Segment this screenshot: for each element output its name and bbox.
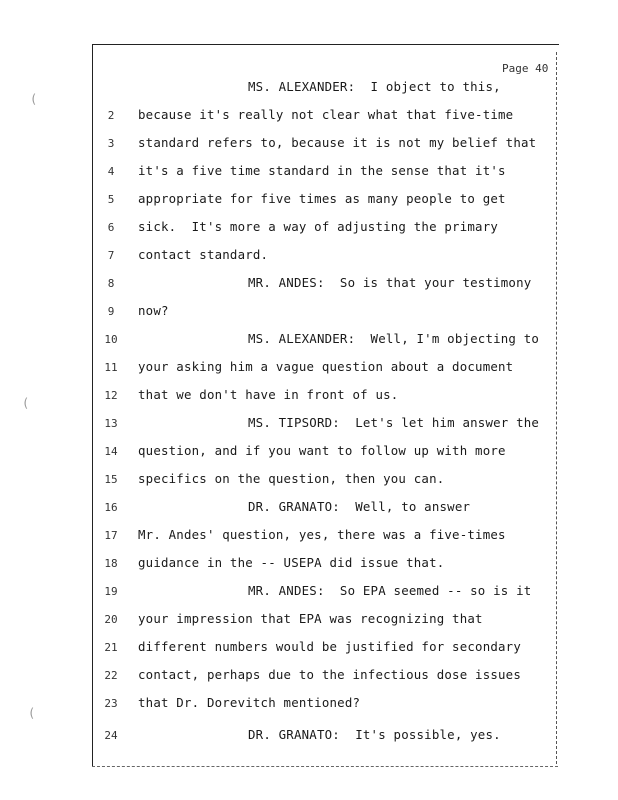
line-number: 23 xyxy=(104,697,118,710)
line-text: contact standard. xyxy=(138,247,269,262)
line-number: 8 xyxy=(107,277,115,290)
line-text: appropriate for five times as many people to get xyxy=(138,191,506,206)
transcript-line xyxy=(0,727,618,747)
line-text: that Dr. Dorevitch mentioned? xyxy=(138,695,361,710)
line-text: MS. TIPSORD: Let's let him answer the xyxy=(248,415,540,430)
line-text: DR. GRANATO: Well, to answer xyxy=(248,499,471,514)
line-text: your impression that EPA was recognizing that xyxy=(138,611,483,626)
line-number: 24 xyxy=(104,729,118,742)
line-number: 13 xyxy=(104,417,118,430)
transcript-line xyxy=(0,247,618,267)
transcript-line xyxy=(0,359,618,379)
line-number: 3 xyxy=(107,137,115,150)
line-text: MR. ANDES: So is that your testimony xyxy=(248,275,532,290)
line-number: 17 xyxy=(104,529,118,542)
transcript-line xyxy=(0,275,618,295)
line-text: guidance in the -- USEPA did issue that. xyxy=(138,555,445,570)
transcript-line xyxy=(0,163,618,183)
line-text: sick. It's more a way of adjusting the primary xyxy=(138,219,499,234)
line-number: 10 xyxy=(104,333,118,346)
transcript-line xyxy=(0,499,618,519)
line-text: question, and if you want to follow up with more xyxy=(138,443,506,458)
transcript-line xyxy=(0,135,618,155)
line-number: 12 xyxy=(104,389,118,402)
transcript-line xyxy=(0,303,618,323)
transcript-line xyxy=(0,387,618,407)
hole-punch-mark: ( xyxy=(30,92,38,106)
line-text: DR. GRANATO: It's possible, yes. xyxy=(248,727,501,742)
transcript-line xyxy=(0,219,618,239)
line-number: 6 xyxy=(107,221,115,234)
transcript-line xyxy=(0,107,618,127)
page-number: Page 40 xyxy=(502,62,549,75)
transcript-line xyxy=(0,443,618,463)
line-number: 19 xyxy=(104,585,118,598)
transcript-line xyxy=(0,611,618,631)
line-text: your asking him a vague question about a document xyxy=(138,359,514,374)
line-number: 7 xyxy=(107,249,115,262)
line-text: it's a five time standard in the sense that it's xyxy=(138,163,506,178)
line-number: 18 xyxy=(104,557,118,570)
line-text: that we don't have in front of us. xyxy=(138,387,399,402)
line-number: 11 xyxy=(104,361,118,374)
transcript-line xyxy=(0,555,618,575)
line-text: Mr. Andes' question, yes, there was a five-times xyxy=(138,527,506,542)
transcript-line xyxy=(0,667,618,687)
page-bottom-edge xyxy=(92,766,558,767)
line-text: different numbers would be justified for secondary xyxy=(138,639,521,654)
line-number: 5 xyxy=(107,193,115,206)
line-number: 20 xyxy=(104,613,118,626)
line-number: 9 xyxy=(107,305,115,318)
line-number: 2 xyxy=(107,109,115,122)
transcript-line xyxy=(0,331,618,351)
line-number: 14 xyxy=(104,445,118,458)
transcript-line xyxy=(0,415,618,435)
transcript-line xyxy=(0,79,618,99)
line-text: MS. ALEXANDER: I object to this, xyxy=(248,79,501,94)
transcript-line xyxy=(0,527,618,547)
transcript-line xyxy=(0,583,618,603)
line-text: standard refers to, because it is not my belief that xyxy=(138,135,537,150)
hole-punch-mark: ( xyxy=(28,706,36,720)
line-text: because it's really not clear what that five-time xyxy=(138,107,514,122)
transcript-line xyxy=(0,639,618,659)
line-number: 4 xyxy=(107,165,115,178)
line-text: now? xyxy=(138,303,169,318)
line-number: 16 xyxy=(104,501,118,514)
line-number: 15 xyxy=(104,473,118,486)
line-text: MR. ANDES: So EPA seemed -- so is it xyxy=(248,583,532,598)
transcript-line xyxy=(0,191,618,211)
line-number: 21 xyxy=(104,641,118,654)
line-text: specifics on the question, then you can. xyxy=(138,471,445,486)
transcript-line xyxy=(0,471,618,491)
line-text: MS. ALEXANDER: Well, I'm objecting to xyxy=(248,331,540,346)
line-text: contact, perhaps due to the infectious dose issues xyxy=(138,667,521,682)
line-number: 22 xyxy=(104,669,118,682)
hole-punch-mark: ( xyxy=(22,396,30,410)
transcript-line xyxy=(0,695,618,715)
